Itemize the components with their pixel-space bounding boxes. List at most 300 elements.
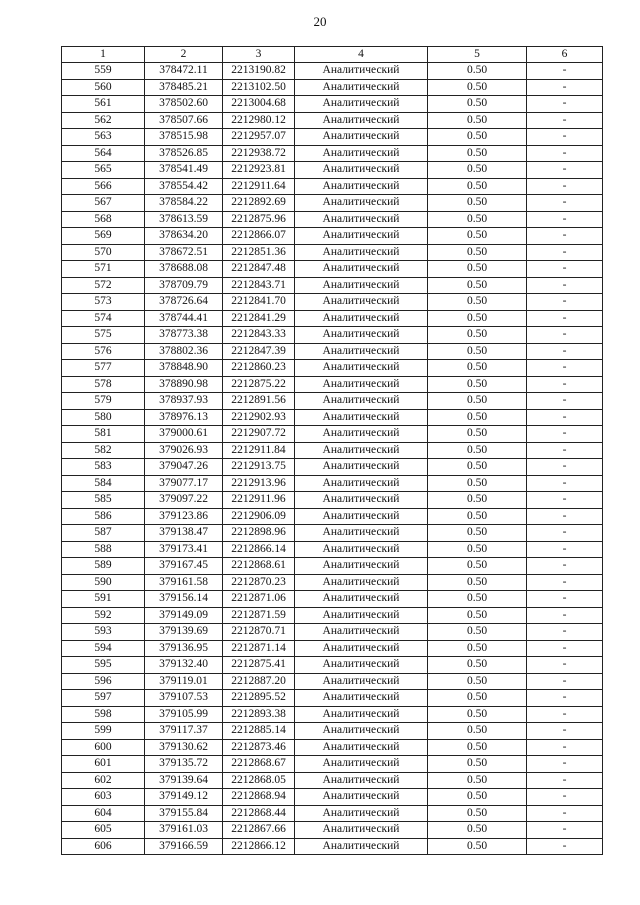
note-cell: - bbox=[527, 376, 603, 393]
note-cell: - bbox=[527, 442, 603, 459]
table-row bbox=[62, 706, 603, 723]
point-number-cell: 561 bbox=[62, 96, 145, 113]
y-coordinate-cell: 2212871.59 bbox=[223, 607, 295, 624]
method-cell: Аналитический bbox=[295, 310, 428, 327]
table-row bbox=[62, 624, 603, 641]
method-cell: Аналитический bbox=[295, 706, 428, 723]
table-row bbox=[62, 558, 603, 575]
method-cell: Аналитический bbox=[295, 145, 428, 162]
x-coordinate-cell: 379119.01 bbox=[145, 673, 223, 690]
x-coordinate-cell: 379136.95 bbox=[145, 640, 223, 657]
note-cell: - bbox=[527, 63, 603, 80]
point-number-cell: 566 bbox=[62, 178, 145, 195]
y-coordinate-cell: 2213190.82 bbox=[223, 63, 295, 80]
x-coordinate-cell: 378485.21 bbox=[145, 79, 223, 96]
note-cell: - bbox=[527, 838, 603, 855]
method-cell: Аналитический bbox=[295, 624, 428, 641]
accuracy-cell: 0.50 bbox=[428, 327, 527, 344]
note-cell: - bbox=[527, 558, 603, 575]
accuracy-cell: 0.50 bbox=[428, 96, 527, 113]
method-cell: Аналитический bbox=[295, 195, 428, 212]
note-cell: - bbox=[527, 228, 603, 245]
y-coordinate-cell: 2212898.96 bbox=[223, 525, 295, 542]
y-coordinate-cell: 2212841.29 bbox=[223, 310, 295, 327]
accuracy-cell: 0.50 bbox=[428, 195, 527, 212]
table-row bbox=[62, 657, 603, 674]
x-coordinate-cell: 379123.86 bbox=[145, 508, 223, 525]
table-row bbox=[62, 640, 603, 657]
point-number-cell: 601 bbox=[62, 756, 145, 773]
table-row bbox=[62, 63, 603, 80]
point-number-cell: 600 bbox=[62, 739, 145, 756]
x-coordinate-cell: 379155.84 bbox=[145, 805, 223, 822]
table-row bbox=[62, 343, 603, 360]
page-number: 20 bbox=[313, 14, 327, 29]
accuracy-cell: 0.50 bbox=[428, 178, 527, 195]
note-cell: - bbox=[527, 822, 603, 839]
accuracy-cell: 0.50 bbox=[428, 673, 527, 690]
note-cell: - bbox=[527, 475, 603, 492]
point-number-cell: 564 bbox=[62, 145, 145, 162]
y-coordinate-cell: 2212866.12 bbox=[223, 838, 295, 855]
note-cell: - bbox=[527, 162, 603, 179]
y-coordinate-cell: 2212891.56 bbox=[223, 393, 295, 410]
x-coordinate-cell: 379139.69 bbox=[145, 624, 223, 641]
point-number-cell: 604 bbox=[62, 805, 145, 822]
note-cell: - bbox=[527, 723, 603, 740]
x-coordinate-cell: 378613.59 bbox=[145, 211, 223, 228]
note-cell: - bbox=[527, 657, 603, 674]
method-cell: Аналитический bbox=[295, 690, 428, 707]
x-coordinate-cell: 378584.22 bbox=[145, 195, 223, 212]
method-cell: Аналитический bbox=[295, 277, 428, 294]
y-coordinate-cell: 2212843.71 bbox=[223, 277, 295, 294]
accuracy-cell: 0.50 bbox=[428, 393, 527, 410]
point-number-cell: 595 bbox=[62, 657, 145, 674]
method-cell: Аналитический bbox=[295, 178, 428, 195]
table-row bbox=[62, 525, 603, 542]
y-coordinate-cell: 2212957.07 bbox=[223, 129, 295, 146]
table-row bbox=[62, 690, 603, 707]
method-cell: Аналитический bbox=[295, 789, 428, 806]
note-cell: - bbox=[527, 112, 603, 129]
point-number-cell: 576 bbox=[62, 343, 145, 360]
point-number-cell: 582 bbox=[62, 442, 145, 459]
table-row bbox=[62, 409, 603, 426]
y-coordinate-cell: 2212867.66 bbox=[223, 822, 295, 839]
y-coordinate-cell: 2212887.20 bbox=[223, 673, 295, 690]
x-coordinate-cell: 378726.64 bbox=[145, 294, 223, 311]
y-coordinate-cell: 2212895.52 bbox=[223, 690, 295, 707]
table-row bbox=[62, 838, 603, 855]
accuracy-cell: 0.50 bbox=[428, 79, 527, 96]
x-coordinate-cell: 379117.37 bbox=[145, 723, 223, 740]
table-row bbox=[62, 789, 603, 806]
y-coordinate-cell: 2212868.61 bbox=[223, 558, 295, 575]
point-number-cell: 570 bbox=[62, 244, 145, 261]
y-coordinate-cell: 2212847.48 bbox=[223, 261, 295, 278]
point-number-cell: 594 bbox=[62, 640, 145, 657]
point-number-cell: 583 bbox=[62, 459, 145, 476]
note-cell: - bbox=[527, 393, 603, 410]
x-coordinate-cell: 378688.08 bbox=[145, 261, 223, 278]
accuracy-cell: 0.50 bbox=[428, 607, 527, 624]
x-coordinate-cell: 379026.93 bbox=[145, 442, 223, 459]
x-coordinate-cell: 379047.26 bbox=[145, 459, 223, 476]
x-coordinate-cell: 378507.66 bbox=[145, 112, 223, 129]
method-cell: Аналитический bbox=[295, 96, 428, 113]
note-cell: - bbox=[527, 789, 603, 806]
accuracy-cell: 0.50 bbox=[428, 261, 527, 278]
method-cell: Аналитический bbox=[295, 591, 428, 608]
column-header-4: 4 bbox=[295, 47, 428, 63]
table-row bbox=[62, 294, 603, 311]
accuracy-cell: 0.50 bbox=[428, 822, 527, 839]
point-number-cell: 572 bbox=[62, 277, 145, 294]
point-number-cell: 586 bbox=[62, 508, 145, 525]
accuracy-cell: 0.50 bbox=[428, 789, 527, 806]
accuracy-cell: 0.50 bbox=[428, 63, 527, 80]
coordinates-table bbox=[61, 46, 603, 855]
table-row bbox=[62, 376, 603, 393]
point-number-cell: 578 bbox=[62, 376, 145, 393]
header-row bbox=[62, 47, 603, 63]
note-cell: - bbox=[527, 178, 603, 195]
table-body bbox=[62, 63, 603, 855]
x-coordinate-cell: 379135.72 bbox=[145, 756, 223, 773]
x-coordinate-cell: 379139.64 bbox=[145, 772, 223, 789]
point-number-cell: 593 bbox=[62, 624, 145, 641]
x-coordinate-cell: 379107.53 bbox=[145, 690, 223, 707]
method-cell: Аналитический bbox=[295, 261, 428, 278]
accuracy-cell: 0.50 bbox=[428, 376, 527, 393]
point-number-cell: 574 bbox=[62, 310, 145, 327]
accuracy-cell: 0.50 bbox=[428, 525, 527, 542]
x-coordinate-cell: 379132.40 bbox=[145, 657, 223, 674]
x-coordinate-cell: 379149.09 bbox=[145, 607, 223, 624]
method-cell: Аналитический bbox=[295, 112, 428, 129]
method-cell: Аналитический bbox=[295, 492, 428, 509]
accuracy-cell: 0.50 bbox=[428, 706, 527, 723]
accuracy-cell: 0.50 bbox=[428, 360, 527, 377]
accuracy-cell: 0.50 bbox=[428, 426, 527, 443]
accuracy-cell: 0.50 bbox=[428, 756, 527, 773]
y-coordinate-cell: 2212911.64 bbox=[223, 178, 295, 195]
y-coordinate-cell: 2212871.06 bbox=[223, 591, 295, 608]
accuracy-cell: 0.50 bbox=[428, 145, 527, 162]
note-cell: - bbox=[527, 310, 603, 327]
method-cell: Аналитический bbox=[295, 607, 428, 624]
table-row bbox=[62, 822, 603, 839]
accuracy-cell: 0.50 bbox=[428, 112, 527, 129]
table-row bbox=[62, 261, 603, 278]
y-coordinate-cell: 2212875.22 bbox=[223, 376, 295, 393]
y-coordinate-cell: 2212860.23 bbox=[223, 360, 295, 377]
note-cell: - bbox=[527, 409, 603, 426]
point-number-cell: 589 bbox=[62, 558, 145, 575]
x-coordinate-cell: 379097.22 bbox=[145, 492, 223, 509]
point-number-cell: 569 bbox=[62, 228, 145, 245]
table-row bbox=[62, 772, 603, 789]
note-cell: - bbox=[527, 607, 603, 624]
point-number-cell: 565 bbox=[62, 162, 145, 179]
accuracy-cell: 0.50 bbox=[428, 310, 527, 327]
accuracy-cell: 0.50 bbox=[428, 228, 527, 245]
y-coordinate-cell: 2212911.96 bbox=[223, 492, 295, 509]
column-header-5: 5 bbox=[428, 47, 527, 63]
y-coordinate-cell: 2212871.14 bbox=[223, 640, 295, 657]
accuracy-cell: 0.50 bbox=[428, 723, 527, 740]
method-cell: Аналитический bbox=[295, 162, 428, 179]
accuracy-cell: 0.50 bbox=[428, 805, 527, 822]
table-row bbox=[62, 79, 603, 96]
method-cell: Аналитический bbox=[295, 294, 428, 311]
table-row bbox=[62, 756, 603, 773]
x-coordinate-cell: 379156.14 bbox=[145, 591, 223, 608]
x-coordinate-cell: 379105.99 bbox=[145, 706, 223, 723]
method-cell: Аналитический bbox=[295, 63, 428, 80]
method-cell: Аналитический bbox=[295, 508, 428, 525]
x-coordinate-cell: 378472.11 bbox=[145, 63, 223, 80]
accuracy-cell: 0.50 bbox=[428, 772, 527, 789]
table-row bbox=[62, 607, 603, 624]
y-coordinate-cell: 2212843.33 bbox=[223, 327, 295, 344]
y-coordinate-cell: 2212868.67 bbox=[223, 756, 295, 773]
y-coordinate-cell: 2212875.41 bbox=[223, 657, 295, 674]
x-coordinate-cell: 378744.41 bbox=[145, 310, 223, 327]
point-number-cell: 597 bbox=[62, 690, 145, 707]
table-row bbox=[62, 145, 603, 162]
y-coordinate-cell: 2212841.70 bbox=[223, 294, 295, 311]
table-row bbox=[62, 805, 603, 822]
table-row bbox=[62, 673, 603, 690]
method-cell: Аналитический bbox=[295, 228, 428, 245]
accuracy-cell: 0.50 bbox=[428, 574, 527, 591]
x-coordinate-cell: 379149.12 bbox=[145, 789, 223, 806]
y-coordinate-cell: 2212870.71 bbox=[223, 624, 295, 641]
y-coordinate-cell: 2213102.50 bbox=[223, 79, 295, 96]
x-coordinate-cell: 378976.13 bbox=[145, 409, 223, 426]
y-coordinate-cell: 2212980.12 bbox=[223, 112, 295, 129]
accuracy-cell: 0.50 bbox=[428, 624, 527, 641]
x-coordinate-cell: 378937.93 bbox=[145, 393, 223, 410]
x-coordinate-cell: 379161.58 bbox=[145, 574, 223, 591]
note-cell: - bbox=[527, 805, 603, 822]
y-coordinate-cell: 2212870.23 bbox=[223, 574, 295, 591]
y-coordinate-cell: 2212885.14 bbox=[223, 723, 295, 740]
column-header-2: 2 bbox=[145, 47, 223, 63]
note-cell: - bbox=[527, 690, 603, 707]
point-number-cell: 577 bbox=[62, 360, 145, 377]
x-coordinate-cell: 378773.38 bbox=[145, 327, 223, 344]
y-coordinate-cell: 2212851.36 bbox=[223, 244, 295, 261]
point-number-cell: 579 bbox=[62, 393, 145, 410]
x-coordinate-cell: 379166.59 bbox=[145, 838, 223, 855]
table-row bbox=[62, 492, 603, 509]
accuracy-cell: 0.50 bbox=[428, 162, 527, 179]
accuracy-cell: 0.50 bbox=[428, 459, 527, 476]
note-cell: - bbox=[527, 294, 603, 311]
y-coordinate-cell: 2212911.84 bbox=[223, 442, 295, 459]
method-cell: Аналитический bbox=[295, 838, 428, 855]
y-coordinate-cell: 2212868.44 bbox=[223, 805, 295, 822]
point-number-cell: 567 bbox=[62, 195, 145, 212]
method-cell: Аналитический bbox=[295, 475, 428, 492]
x-coordinate-cell: 378541.49 bbox=[145, 162, 223, 179]
point-number-cell: 596 bbox=[62, 673, 145, 690]
accuracy-cell: 0.50 bbox=[428, 508, 527, 525]
method-cell: Аналитический bbox=[295, 327, 428, 344]
table-row bbox=[62, 360, 603, 377]
table-row bbox=[62, 178, 603, 195]
note-cell: - bbox=[527, 360, 603, 377]
table-row bbox=[62, 228, 603, 245]
table-row bbox=[62, 459, 603, 476]
point-number-cell: 563 bbox=[62, 129, 145, 146]
y-coordinate-cell: 2212893.38 bbox=[223, 706, 295, 723]
note-cell: - bbox=[527, 426, 603, 443]
table-row bbox=[62, 426, 603, 443]
x-coordinate-cell: 379077.17 bbox=[145, 475, 223, 492]
note-cell: - bbox=[527, 96, 603, 113]
table-row bbox=[62, 244, 603, 261]
table-row bbox=[62, 327, 603, 344]
point-number-cell: 571 bbox=[62, 261, 145, 278]
accuracy-cell: 0.50 bbox=[428, 558, 527, 575]
accuracy-cell: 0.50 bbox=[428, 657, 527, 674]
accuracy-cell: 0.50 bbox=[428, 492, 527, 509]
point-number-cell: 585 bbox=[62, 492, 145, 509]
point-number-cell: 592 bbox=[62, 607, 145, 624]
method-cell: Аналитический bbox=[295, 409, 428, 426]
method-cell: Аналитический bbox=[295, 459, 428, 476]
method-cell: Аналитический bbox=[295, 739, 428, 756]
accuracy-cell: 0.50 bbox=[428, 739, 527, 756]
note-cell: - bbox=[527, 277, 603, 294]
method-cell: Аналитический bbox=[295, 211, 428, 228]
method-cell: Аналитический bbox=[295, 79, 428, 96]
x-coordinate-cell: 379167.45 bbox=[145, 558, 223, 575]
table-row bbox=[62, 112, 603, 129]
method-cell: Аналитический bbox=[295, 244, 428, 261]
accuracy-cell: 0.50 bbox=[428, 244, 527, 261]
note-cell: - bbox=[527, 195, 603, 212]
method-cell: Аналитический bbox=[295, 558, 428, 575]
point-number-cell: 591 bbox=[62, 591, 145, 608]
point-number-cell: 590 bbox=[62, 574, 145, 591]
table-header bbox=[62, 47, 603, 63]
x-coordinate-cell: 378554.42 bbox=[145, 178, 223, 195]
note-cell: - bbox=[527, 343, 603, 360]
point-number-cell: 560 bbox=[62, 79, 145, 96]
table-row bbox=[62, 574, 603, 591]
x-coordinate-cell: 379161.03 bbox=[145, 822, 223, 839]
note-cell: - bbox=[527, 129, 603, 146]
note-cell: - bbox=[527, 145, 603, 162]
point-number-cell: 603 bbox=[62, 789, 145, 806]
accuracy-cell: 0.50 bbox=[428, 591, 527, 608]
y-coordinate-cell: 2212875.96 bbox=[223, 211, 295, 228]
note-cell: - bbox=[527, 541, 603, 558]
y-coordinate-cell: 2212892.69 bbox=[223, 195, 295, 212]
note-cell: - bbox=[527, 79, 603, 96]
note-cell: - bbox=[527, 640, 603, 657]
note-cell: - bbox=[527, 244, 603, 261]
note-cell: - bbox=[527, 261, 603, 278]
note-cell: - bbox=[527, 756, 603, 773]
note-cell: - bbox=[527, 459, 603, 476]
y-coordinate-cell: 2212938.72 bbox=[223, 145, 295, 162]
method-cell: Аналитический bbox=[295, 426, 428, 443]
x-coordinate-cell: 379173.41 bbox=[145, 541, 223, 558]
x-coordinate-cell: 378634.20 bbox=[145, 228, 223, 245]
point-number-cell: 562 bbox=[62, 112, 145, 129]
column-header-1: 1 bbox=[62, 47, 145, 63]
accuracy-cell: 0.50 bbox=[428, 690, 527, 707]
note-cell: - bbox=[527, 591, 603, 608]
y-coordinate-cell: 2212923.81 bbox=[223, 162, 295, 179]
point-number-cell: 573 bbox=[62, 294, 145, 311]
method-cell: Аналитический bbox=[295, 360, 428, 377]
note-cell: - bbox=[527, 574, 603, 591]
note-cell: - bbox=[527, 327, 603, 344]
y-coordinate-cell: 2212906.09 bbox=[223, 508, 295, 525]
table-row bbox=[62, 162, 603, 179]
note-cell: - bbox=[527, 624, 603, 641]
method-cell: Аналитический bbox=[295, 723, 428, 740]
table-row bbox=[62, 310, 603, 327]
point-number-cell: 606 bbox=[62, 838, 145, 855]
method-cell: Аналитический bbox=[295, 673, 428, 690]
y-coordinate-cell: 2212847.39 bbox=[223, 343, 295, 360]
table-row bbox=[62, 442, 603, 459]
point-number-cell: 568 bbox=[62, 211, 145, 228]
x-coordinate-cell: 378526.85 bbox=[145, 145, 223, 162]
accuracy-cell: 0.50 bbox=[428, 343, 527, 360]
x-coordinate-cell: 378515.98 bbox=[145, 129, 223, 146]
x-coordinate-cell: 378890.98 bbox=[145, 376, 223, 393]
method-cell: Аналитический bbox=[295, 343, 428, 360]
accuracy-cell: 0.50 bbox=[428, 838, 527, 855]
accuracy-cell: 0.50 bbox=[428, 442, 527, 459]
table-row bbox=[62, 541, 603, 558]
table-row bbox=[62, 591, 603, 608]
point-number-cell: 581 bbox=[62, 426, 145, 443]
method-cell: Аналитический bbox=[295, 657, 428, 674]
method-cell: Аналитический bbox=[295, 756, 428, 773]
point-number-cell: 602 bbox=[62, 772, 145, 789]
y-coordinate-cell: 2212902.93 bbox=[223, 409, 295, 426]
table-row bbox=[62, 508, 603, 525]
y-coordinate-cell: 2212873.46 bbox=[223, 739, 295, 756]
point-number-cell: 588 bbox=[62, 541, 145, 558]
accuracy-cell: 0.50 bbox=[428, 294, 527, 311]
table-row bbox=[62, 393, 603, 410]
point-number-cell: 587 bbox=[62, 525, 145, 542]
table-row bbox=[62, 129, 603, 146]
method-cell: Аналитический bbox=[295, 574, 428, 591]
method-cell: Аналитический bbox=[295, 772, 428, 789]
accuracy-cell: 0.50 bbox=[428, 211, 527, 228]
y-coordinate-cell: 2212866.07 bbox=[223, 228, 295, 245]
x-coordinate-cell: 379000.61 bbox=[145, 426, 223, 443]
x-coordinate-cell: 378802.36 bbox=[145, 343, 223, 360]
x-coordinate-cell: 378848.90 bbox=[145, 360, 223, 377]
note-cell: - bbox=[527, 492, 603, 509]
table-row bbox=[62, 475, 603, 492]
point-number-cell: 575 bbox=[62, 327, 145, 344]
column-header-6: 6 bbox=[527, 47, 603, 63]
